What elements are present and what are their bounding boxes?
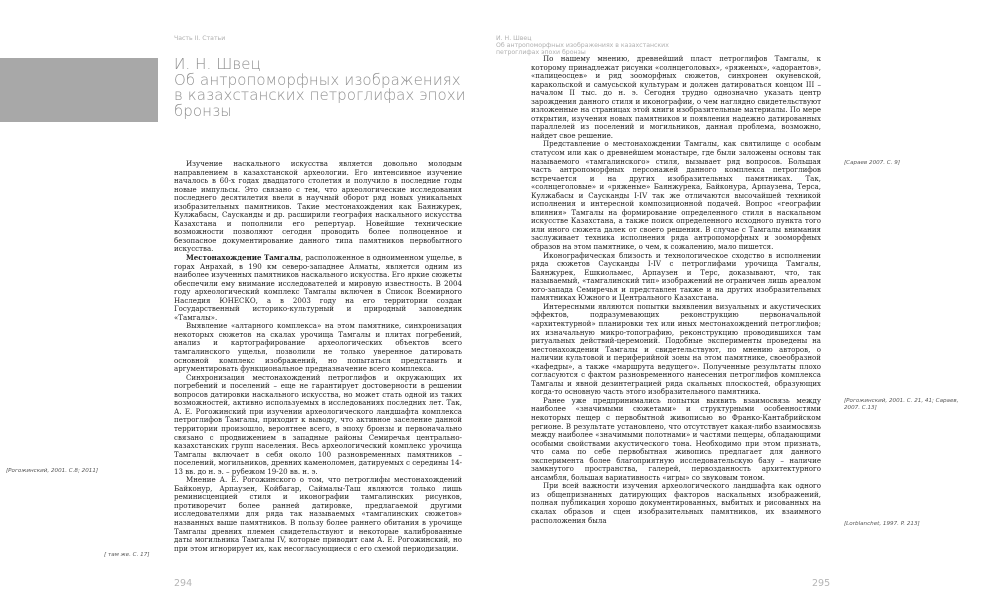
chapter-band [0, 58, 158, 122]
paragraph: При всей важности изучения археологического ландшафта как одного из общепризнанных датирующих факторов наскальных изображений, полная публикация хорошо документированных, выбитых и рисованных на скалах образов и сцен изобразительных памятников, их взаимного расположения была [531, 481, 821, 525]
title-line: в казахстанских петроглифах эпохи [174, 86, 466, 105]
paragraph: Интересными являются попытки выявления визуальных и акустических эффектов, подразумевающих реконструкцию первоначальной «архитектурной» планировки тех или иных местонахождений петроглифов; их изначальную микро-топографию, реконструкцию проводившихся там ритуальных действий-церемоний. Подобные эксперименты проведены на местонахождении Тамгалы и свидетельствуют, по мнению авторов, о наличии культовой и периферийной зоны на этом памятнике, своеобразной «кафедры», а также «маршрута ведущего». Полученные результаты плохо согласуются с фактом разновременного нанесения петроглифов комплекса Тамгалы и явной дезинтеграцией ряда скальных плоскостей, образующих когда-то основную часть этого изобразительного памятника. [531, 301, 821, 397]
article-title [174, 57, 474, 119]
title-line: бронзы [174, 101, 232, 120]
running-head [496, 35, 696, 56]
bold-lead: Местонахождение Тамгалы [186, 253, 301, 263]
title-line: И. Н. Швец [174, 55, 261, 73]
running-head-line: петроглифах эпохи бронзы [496, 49, 586, 56]
paragraph: Представление о местонахождении Тамгалы, как святилище с особым статусом или как о древнейшем монастыре, где были заложены основы так называемого «тамгалинского» стиля, вызывает ряд вопросов. Большая часть антропоморфных персонажей данного комплекса петроглифов встречается и на других изобразительных памятниках. Так, «солнцеголовые» и «ряженые» Баянжурека, Байконура, Арпаузена, Терса, Кулжабасы и Саусканды I-IV так же отличаются высочайшей техникой исполнения и интересной композиционной подачей. Вопрос «географии влияния» Тамгалы на формирование определенного стиля в наскальном искусстве Казахстана, а также поиск определенного исходного пункта того или иного сюжета далек от своего решения. В случае с Тамгалы внимания заслуживает техника исполнения ряда антропоморфных и зооморфных образов на этом памятнике, о чем, к сожалению, мало пишется. [531, 139, 821, 252]
paragraph: Изучение наскального искусства является довольно молодым направлением в казахстанской археологии. Его интенсивное изучение началось в 60-х годах двадцатого столетия и получило в последние годы новые импульсы. Это связано с тем, что археологические исследования последнего десятилетия ввели в научный оборот ряд новых уникальных изобразительных памятников. Такие местонахождения как Баянжурек, Кулжабасы, Саусканды и др. расширили география наскального искусства Казахстана и пополнили его репертуар. Новейшие технические возможности позволяют сегодня проводить более полноценное и безопасное документирование данного типа памятников первобытного искусства. [174, 159, 462, 254]
paragraph: По нашему мнению, древнейший пласт петроглифов Тамгалы, к которому принадлежат рисунки «солнцеголовых», «ряженых», «адорантов», «палицеосцев» и ряд зооморфных сюжетов, синхронен окуневской, каракольской и самусьской культурам и должен датироваться концом III – началом II тыс. до н. э. Сегодня трудно однозначно указать центр зарождения данного стиля и иконографии, о чем наглядно свидетельствуют изложенные на страницах этой книги изобразительные материалы. По мере открытия, изучения новых памятников и появления надежно датированных параллелей из поселений и могильников, данная проблема, возможно, найдет свое решение. [531, 54, 821, 140]
margin-note: [Рогожинский, 2001. С.8; 2011] [6, 468, 99, 474]
running-head-line: Об антропоморфных изображениях в казахстанских [496, 42, 669, 49]
left-page [0, 0, 495, 614]
margin-note: [Lorblanchet, 1997. P. 213] [844, 521, 920, 527]
paragraph: Выявление «алтарного комплекса» на этом памятнике, синхронизация некоторых сюжетов на скалах урочища Тамгалы и плитах погребений, анализ и картографирование археологических объектов всего тамгалинского ущелья, позволили не только уверенное датировать основной комплекс изображений, но попытаться представить и аргументировать функциональное предназначение всего комплекса. [174, 321, 462, 374]
paragraph: Ранее уже предпринимались попытки выявить взаимосвязь между наиболее «значимыми сюжетами» и структурными особенностями некоторых пещер с первобытной живописью во Франко-Кантабрийском регионе. В результате установлено, что отсутствует какая-либо взаимосвязь между наиболее «значимыми полотнами» и частями пещеры, обладающими особыми свойствами акустического тона. Необходимо при этом признать, что сама по себе первобытная живопись предлагает для данного эксперимента более благоприятную исследовательскую базу – наличие замкнутого пространства, галерей, первозданность архитектурного ансамбля, большая вариативность «игры» со звуковым тоном. [531, 395, 821, 482]
title-line: Об антропоморфных изображениях [174, 70, 461, 89]
paragraph: Синхронизация местонахождений петроглифов и окружающих их погребений и поселений – еще не гарантирует достоверности в решении вопросов датировки наскального искусства, но может стать одной из таких возможностей, активно используемых в исследованиях последних лет. Так, А. Е. Рогожинский при изучении археологического ландшафта комплекса петроглифов Тамгалы, приходит к выводу, что активное заселение данной территории произошло, вероятнее всего, в эпоху бронзы и первоначально связано с продвижением в западные районы Семиречья центрально-казахстанских групп населения. Весь археологический комплекс урочища Тамгалы включает в себя около 100 разновременных памятников – поселений, могильников, древних каменоломен, датируемых с середины 14-13 вв. до н. э. – рубежом 19-20 вв. н. э. [174, 372, 462, 476]
paragraph: Мнение А. Е. Рогожинского о том, что петроглифы местонахождений Байконур, Арпаузен, Койбагар, Саймалы-Таш являются только лишь реминисценцией стиля и иконографии тамгалинских рисунков, противоречит более ранней датировке, предлагаемой другими исследователями для ряда так называемых «тамгалинских сюжетов» названных выше памятников. В пользу более раннего обитания в урочище Тамгалы древних племен свидетельствуют и некоторые калиброванные даты могильника Тамгалы IV, которые приводит сам А. Е. Рогожинский, но при этом игнорирует их, как несогласующиеся с его схемой периодизации. [174, 475, 462, 553]
running-head: Часть II. Статьи [174, 35, 226, 42]
right-page [496, 0, 991, 614]
margin-note: [Рогожинский, 2001. С. 21, 41; Сараев, 2007. С.13] [844, 398, 959, 411]
paragraph-rest: , расположенное в одноименном ущелье, в горах Анрахай, в 190 км северо-западнее Алматы, является одним из наиболее изученных памятников наскального искусства. Его яркие сюжеты обеспечили ему внимание исследователей и мировую известность. В 2004 году археологический комплекс Тамгалы включен в Список Всемирного Наследия ЮНЕСКО, а в 2003 году на его территории создан Государственный историко-культурный и природный заповедник «Тамгалы». [174, 253, 463, 322]
page-number: 294 [174, 578, 193, 589]
paragraph [174, 254, 462, 322]
page-number: 295 [812, 578, 831, 589]
margin-note: [ там же. С. 17] [104, 552, 150, 558]
paragraph: Иконографическая близость и технологическое сходство в исполнении ряда сюжетов Саусканды I-IV с петроглифами урочища Тамгалы, Баянжурек, Ешкиольмес, Арпаузен и Терс, доказывают, что, так называемый, «тамгалинский тип» изображений не ограничен лишь ареалом юго-запада Семиречья и представлен также и на других изобразительных памятниках Южного и Центрального Казахстана. [531, 250, 821, 303]
running-head-line: И. Н. Швец [496, 35, 532, 42]
left-body-text [174, 160, 462, 553]
margin-note: [Сараев 2007. С. 9] [844, 160, 901, 166]
right-body-text [531, 55, 821, 525]
